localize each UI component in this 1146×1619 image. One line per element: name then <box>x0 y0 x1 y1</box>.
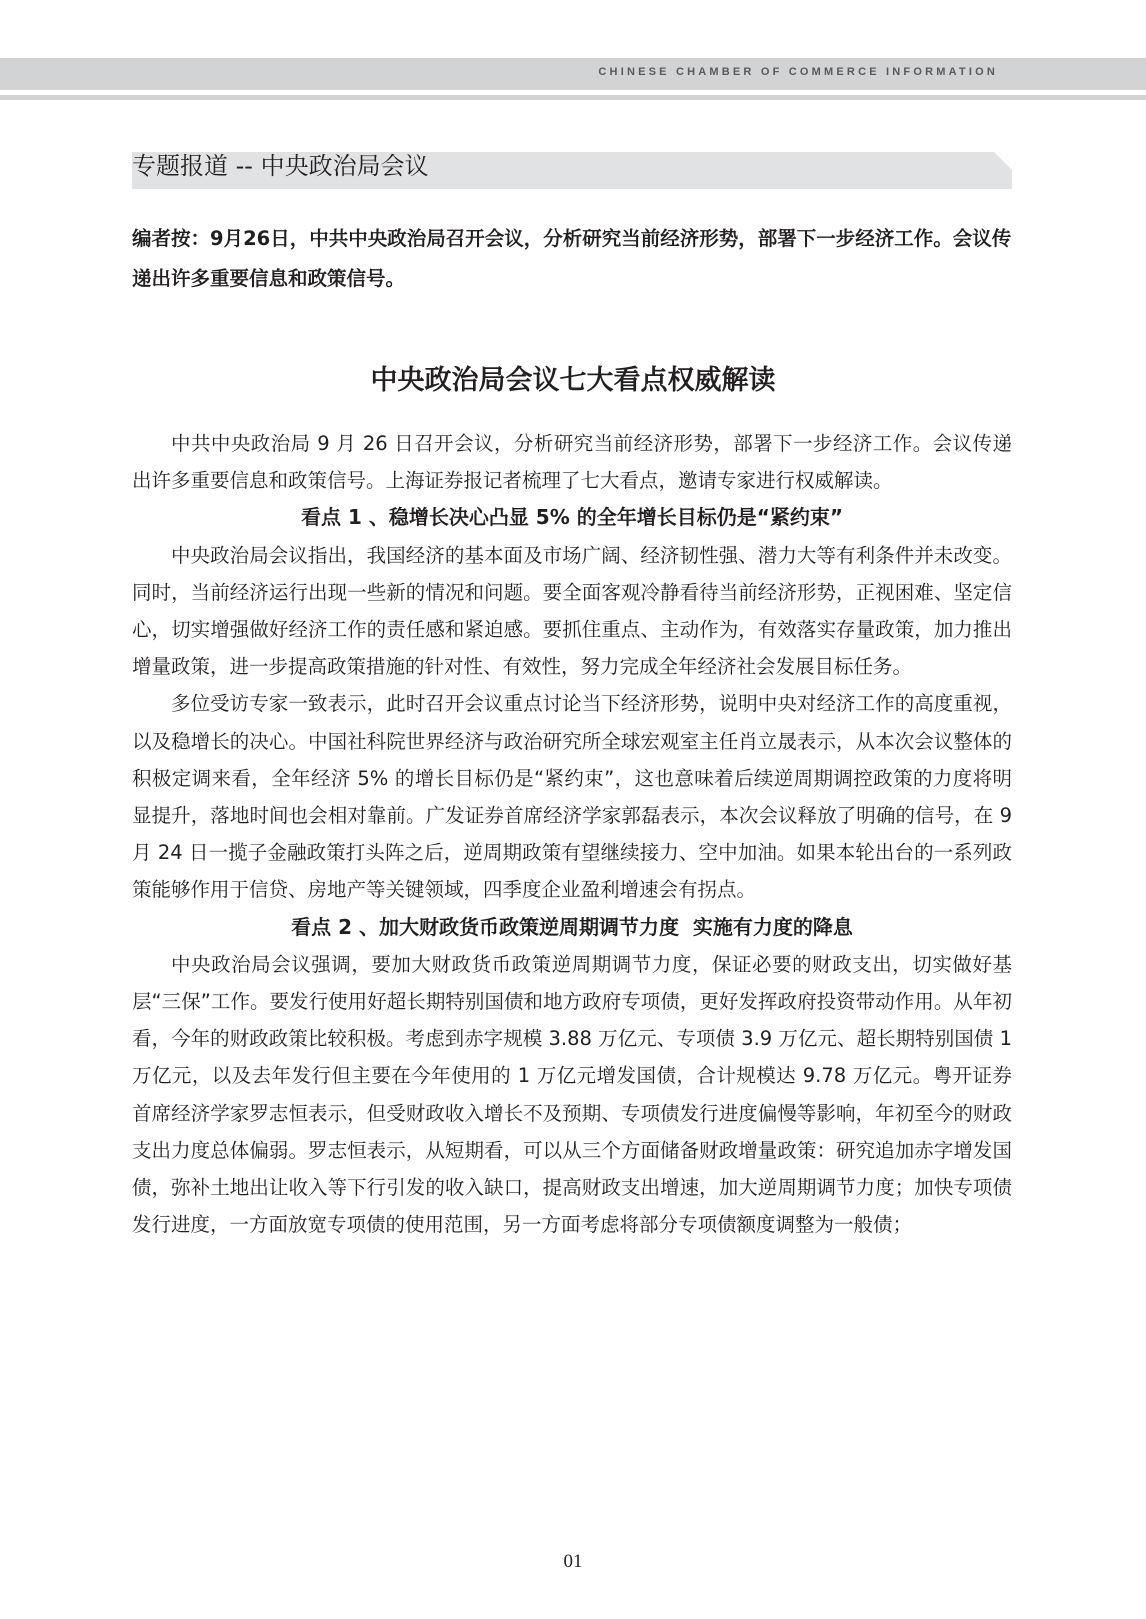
article-body <box>132 425 1012 1243</box>
editor-note: 编者按：9月26日，中共中央政治局召开会议，分析研究当前经济形势，部署下一步经济工作。会议传递出许多重要信息和政策信号。 <box>132 227 1012 290</box>
header-divider <box>0 95 1146 100</box>
section-title: 专题报道 -- 中央政治局会议 <box>132 152 429 180</box>
point-1-heading: 看点 1 、稳增长决心凸显 5% 的全年增长目标仍是“紧约束” <box>300 505 843 530</box>
point-2-paragraph: 中央政治局会议强调，要加大财政货币政策逆周期调节力度，保证必要的财政支出，切实做好基层“三保”工作。要发行使用好超长期特别国债和地方政府专项债，更好发挥政府投资带动作用。从年初看，今年的财政政策比较积极。考虑到赤字规模 3.88 万亿元、专项债 3.9 万亿元、超长期特别国债 1 万亿元，以及去年发行但主要在今年使用的 1 万亿元增发国债，合计规模达 9.78 万亿元。粤开证券首席经济学家罗志恒表示，但受财政收入增长不及预期、专项债发行进度偏慢等影响，年初至今的财政支出力度总体偏弱。罗志恒表示，从短期看，可以从三个方面储备财政增量政策：研究追加赤字增发国债，弥补土地出让收入等下行引发的收入缺口，提高财政支出增速，加大逆周期调节力度；加快专项债发行进度，一方面放宽专项债的使用范围，另一方面考虑将部分专项债额度调整为一般债； <box>132 952 1012 1237</box>
page-number: 01 <box>563 1551 583 1572</box>
point-1-paragraph: 多位受访专家一致表示，此时召开会议重点讨论当下经济形势，说明中央对经济工作的高度重视，以及稳增长的决心。中国社科院世界经济与政治研究所全球宏观室主任肖立晟表示，从本次会议整体的积极定调来看，全年经济 5% 的增长目标仍是“紧约束”，这也意味着后续逆周期调控政策的力度将明显提升，落地时间也会相对靠前。广发证券首席经济学家郭磊表示，本次会议释放了明确的信号，在 9 月 24 日一揽子金融政策打头阵之后，逆周期政策有望继续接力、空中加油。如果本轮出台的一系列政策能够作用于信贷、房地产等关键领域，四季度企业盈利增速会有拐点。 <box>132 692 1012 902</box>
magazine-title: CHINESE CHAMBER OF COMMERCE INFORMATION <box>598 66 998 78</box>
point-1-paragraph: 中央政治局会议指出，我国经济的基本面及市场广阔、经济韧性强、潜力大等有利条件并未改变。同时，当前经济运行出现一些新的情况和问题。要全面客观冷静看待当前经济形势，正视困难、坚定信心，切实增强做好经济工作的责任感和紧迫感。要抓住重点、主动作为，有效落实存量政策，加力推出增量政策，进一步提高政策措施的针对性、有效性，努力完成全年经济社会发展目标任务。 <box>132 543 1012 679</box>
intro-paragraph: 中共中央政治局 9 月 26 日召开会议，分析研究当前经济形势，部署下一步经济工作。会议传递出许多重要信息和政策信号。上海证券报记者梳理了七大看点，邀请专家进行权威解读。 <box>132 432 1012 493</box>
article-title: 中央政治局会议七大看点权威解读 <box>370 365 776 396</box>
point-2-heading: 看点 2 、加大财政货币政策逆周期调节力度 实施有力度的降息 <box>291 914 853 939</box>
